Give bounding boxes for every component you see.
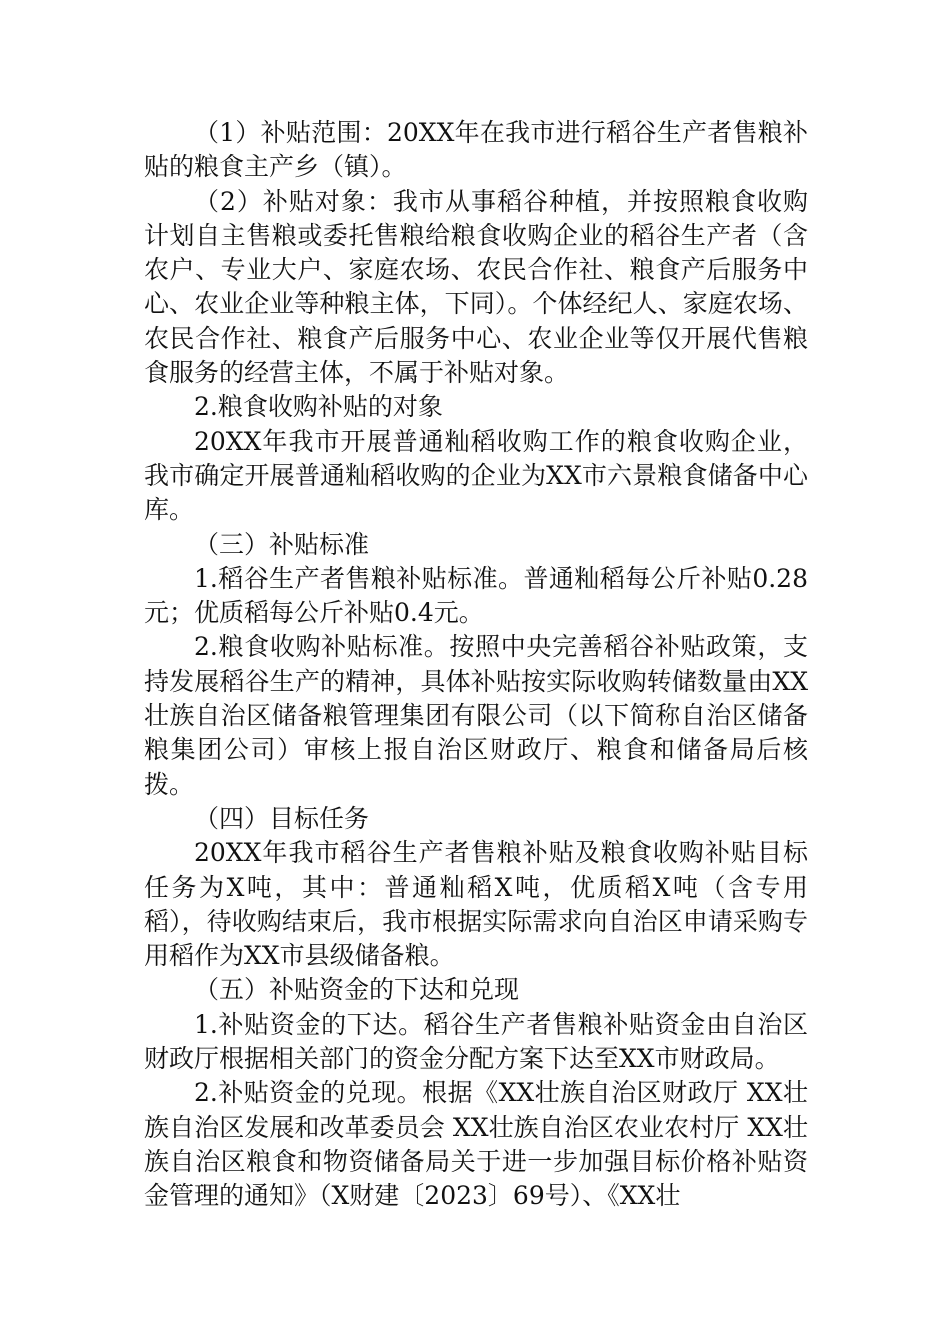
paragraph-purchase-standard: 2.粮食收购补贴标准。按照中央完善稻谷补贴政策，支持发展稻谷生产的精神，具体补贴按实际收购转储数量由XX壮族自治区储备粮管理集团有限公司（以下简称自治区储备粮集团公司）审核上报自治区财政厅、粮食和储备局后核拨。 (144, 632, 808, 799)
heading-fund-disbursement: （五）补贴资金的下达和兑现 (194, 975, 520, 1005)
paragraph-fund-payment: 2.补贴资金的兑现。根据《XX壮族自治区财政厅 XX壮族自治区发展和改革委员会 XX壮族自治区农业农村厅 XX壮族自治区粮食和物资储备局关于进一步加强目标价格补贴资金管理的通知》（X财建〔2023〕69号）、《XX壮 (144, 1078, 808, 1211)
paragraph-producer-standard: 1.稻谷生产者售粮补贴标准。普通籼稻每公斤补贴0.28元；优质稻每公斤补贴0.4元。 (144, 563, 808, 628)
paragraph-subsidy-recipients: （2）补贴对象：我市从事稻谷种植，并按照粮食收购计划自主售粮或委托售粮给粮食收购企业的稻谷生产者（含农户、专业大户、家庭农场、农民合作社、粮食产后服务中心、农业企业等种粮主体，下同）。个体经纪人、家庭农场、农民合作社、粮食产后服务中心、农业企业等仅开展代售粮食服务的经营主体，不属于补贴对象。 (144, 186, 808, 388)
paragraph-fund-allocation: 1.补贴资金的下达。稻谷生产者售粮补贴资金由自治区财政厅根据相关部门的资金分配方案下达至XX市财政局。 (144, 1009, 808, 1074)
paragraph-purchase-enterprise: 20XX年我市开展普通籼稻收购工作的粮食收购企业，我市确定开展普通籼稻收购的企业为XX市六景粮食储备中心库。 (144, 426, 808, 525)
heading-subsidy-standard: （三）补贴标准 (194, 529, 370, 559)
heading-purchase-subsidy-target: 2.粮食收购补贴的对象 (194, 392, 443, 422)
paragraph-subsidy-scope: （1）补贴范围：20XX年在我市进行稻谷生产者售粮补贴的粮食主产乡（镇）。 (144, 118, 808, 182)
heading-target-tasks: （四）目标任务 (194, 803, 370, 833)
document-body (144, 116, 808, 1214)
paragraph-target-tasks: 20XX年我市稻谷生产者售粮补贴及粮食收购补贴目标任务为X吨，其中：普通籼稻X吨，优质稻X吨（含专用稻），待收购结束后，我市根据实际需求向自治区申请采购专用稻作为XX市县级储备粮。 (144, 838, 808, 971)
